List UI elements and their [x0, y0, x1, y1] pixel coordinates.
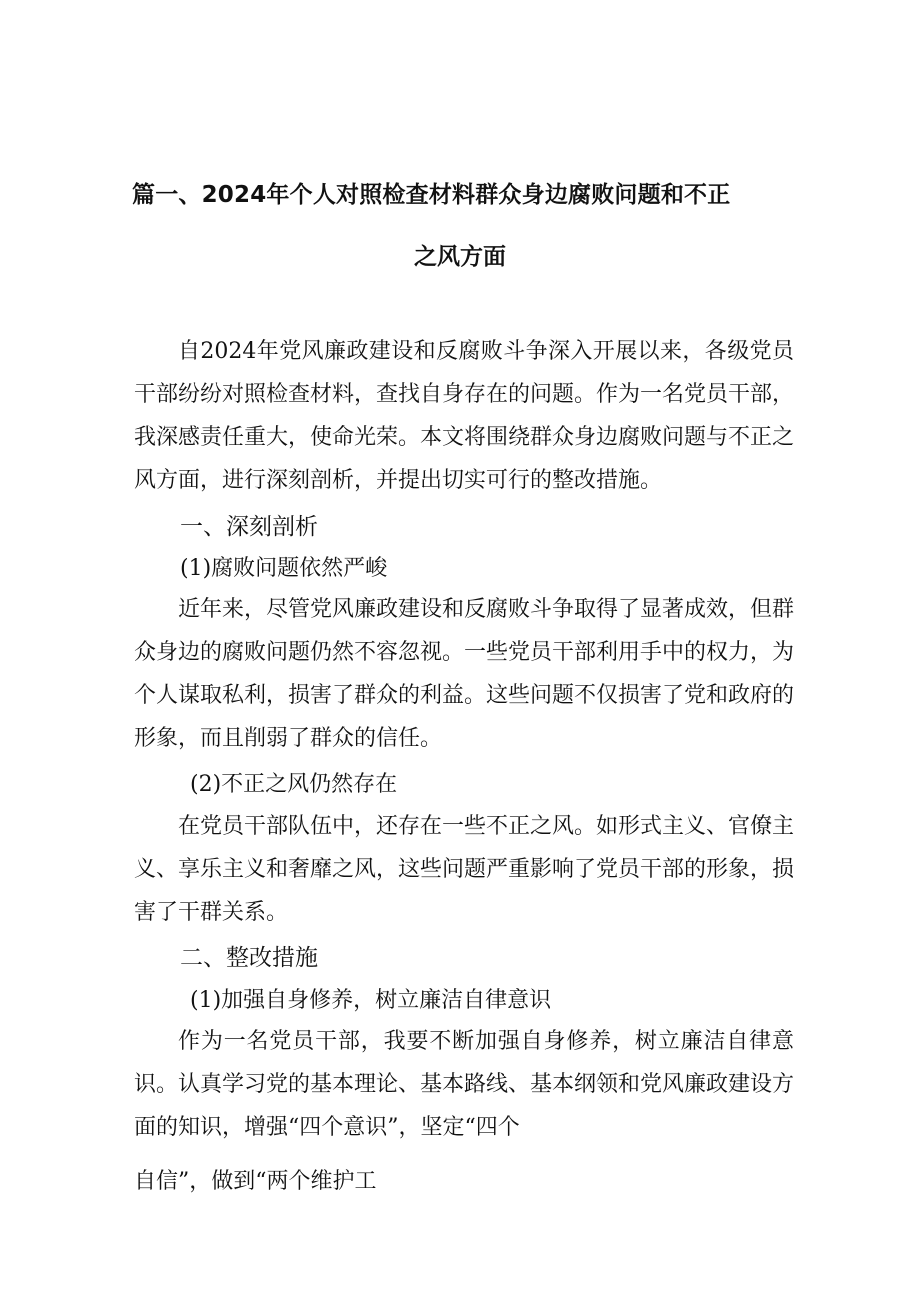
- section1-subheading-1: (1)腐败问题依然严峻: [180, 556, 388, 581]
- section2-subheading-1: (1)加强自身修养，树立廉洁自律意识: [190, 988, 552, 1013]
- document-title-line2: 之风方面: [414, 244, 506, 270]
- document-title-line1: 篇一、2024年个人对照检查材料群众身边腐败问题和不正: [132, 182, 731, 208]
- section2-paragraph-1: 作为一名党员干部，我要不断加强自身修养，树立廉洁自律意识。认真学习党的基本理论、基本路线、基本纲领和党风廉政建设方面的知识，增强“四个意识”，坚定“四个: [134, 1029, 795, 1140]
- section1-paragraph-1: 近年来，尽管党风廉政建设和反腐败斗争取得了显著成效，但群众身边的腐败问题仍然不容忽视。一些党员干部利用手中的权力，为个人谋取私利，损害了群众的利益。这些问题不仅损害了党和政府的形象，而且削弱了群众的信任。: [134, 597, 795, 751]
- section1-subheading-2: (2)不正之风仍然存在: [190, 772, 398, 797]
- section2-paragraph-1-tail: 自信”，做到“两个维护工: [134, 1169, 377, 1194]
- section2-block-1: [134, 1020, 794, 1149]
- section1-heading: 一、深刻剖析: [180, 514, 318, 540]
- section2-heading: 二、整改措施: [180, 945, 318, 971]
- section1-paragraph-2: 在党员干部队伍中，还存在一些不正之风。如形式主义、官僚主义、享乐主义和奢靡之风，这些问题严重影响了党员干部的形象，损害了干群关系。: [134, 814, 795, 925]
- intro-block: [134, 330, 794, 502]
- section1-block-2: [134, 805, 794, 934]
- section1-block-1: [134, 588, 794, 760]
- intro-paragraph: 自2024年党风廉政建设和反腐败斗争深入开展以来，各级党员干部纷纷对照检查材料，查找自身存在的问题。作为一名党员干部，我深感责任重大，使命光荣。本文将围绕群众身边腐败问题与不正之风方面，进行深刻剖析，并提出切实可行的整改措施。: [134, 339, 795, 493]
